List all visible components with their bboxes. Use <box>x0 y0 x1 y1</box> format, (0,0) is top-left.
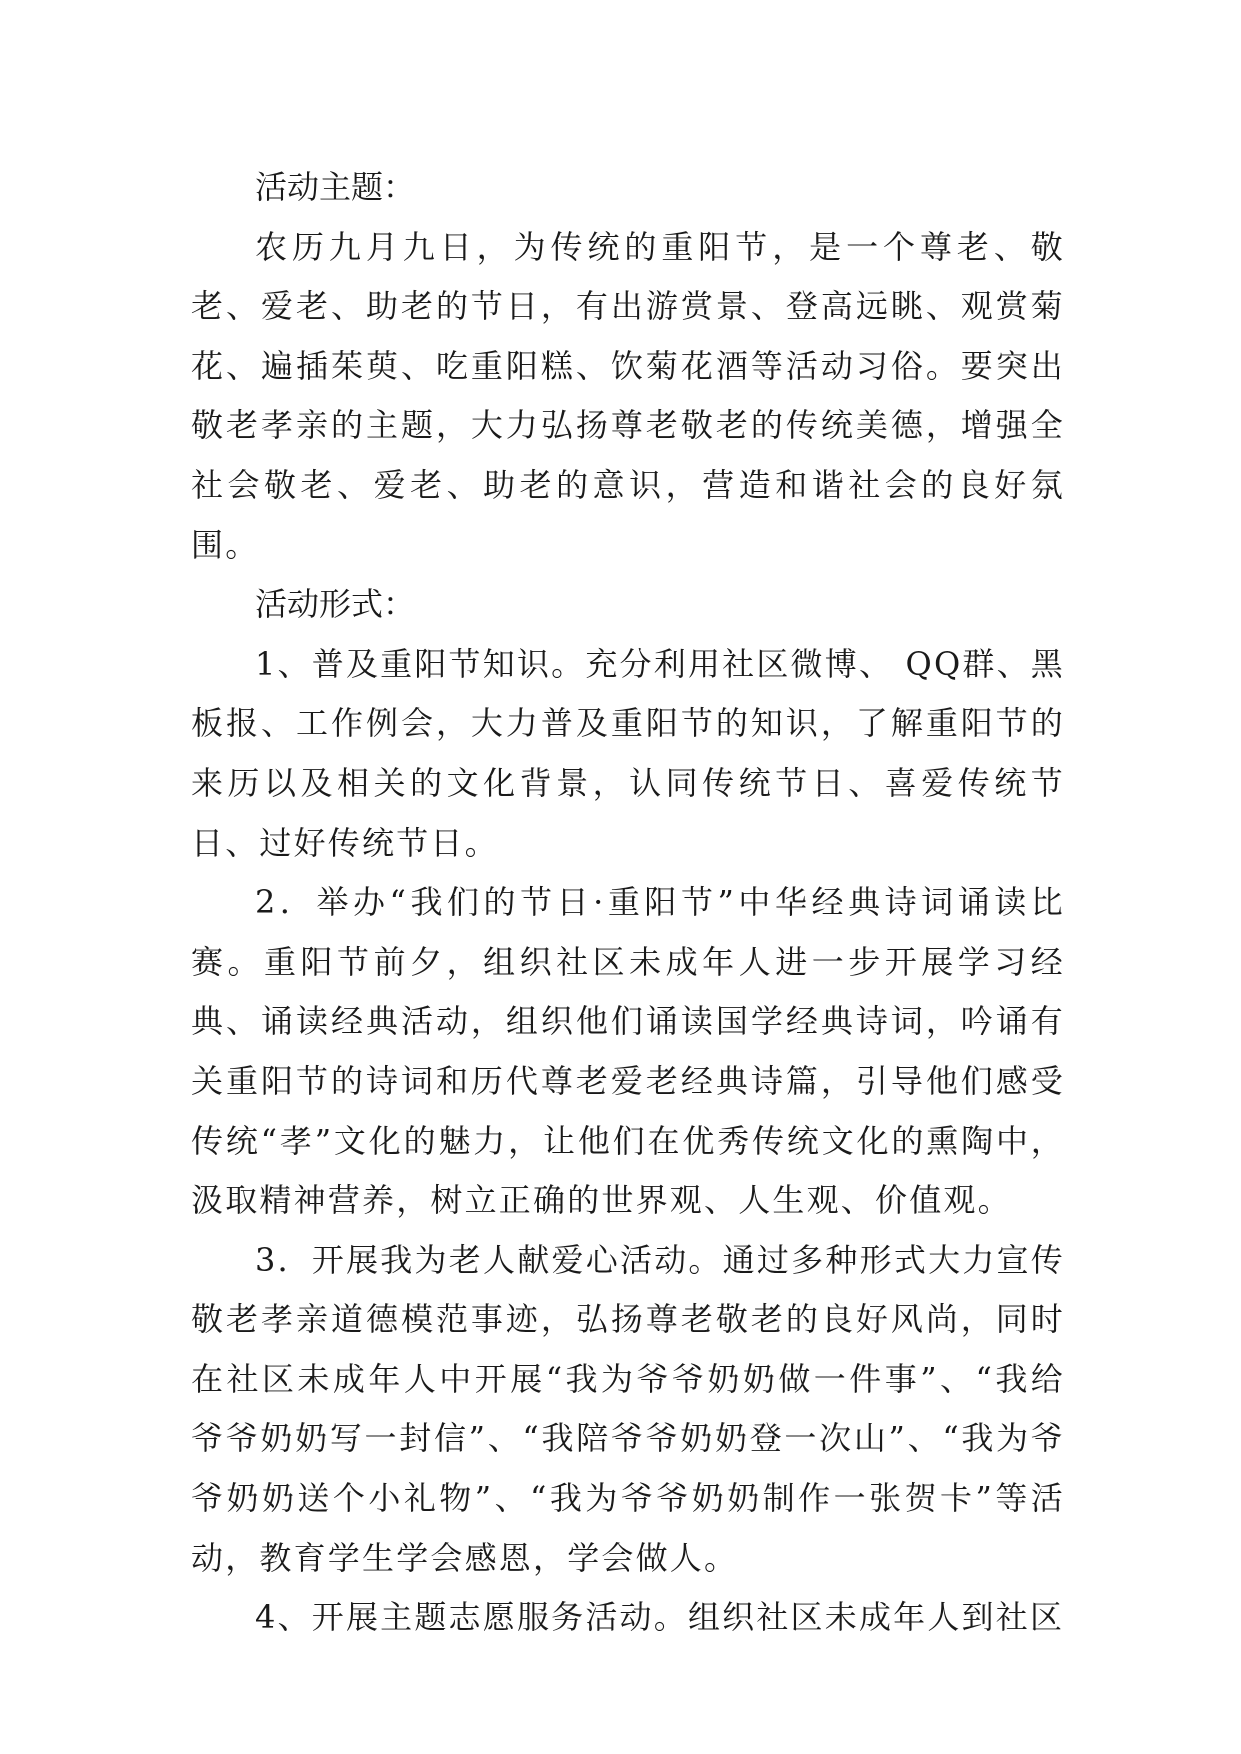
heading-activity-theme: 活动主题： <box>255 168 416 206</box>
heading-activity-form: 活动形式： <box>255 585 416 624</box>
paragraph-item-3: 3．开展我为老人献爱心活动。通过多种形式大力宣传敬老孝亲道德模范事迹，弘扬尊老敬老的良好风尚，同时在社区未成年人中开展“我为爷爷奶奶做一件事”、“我给爷爷奶奶写一封信”、“我陪爷爷奶奶登一次山”、“我为爷爷奶奶送个小礼物”、“我为爷爷奶奶制作一张贺卡”等活动，教育学生学会感恩，学会做人。 <box>191 1240 1065 1577</box>
paragraph-item-1: 1、普及重阳节知识。充分利用社区微博、 QQ群、黑板报、工作例会，大力普及重阳节的知识，了解重阳节的来历以及相关的文化背景，认同传统节日、喜爱传统节日、过好传统节日。 <box>191 644 1066 862</box>
paragraph-item-2: 2．举办“我们的节日·重阳节”中华经典诗词诵读比赛。重阳节前夕，组织社区未成年人进一步开展学习经典、诵读经典活动，组织他们诵读国学经典诗词，吟诵有关重阳节的诗词和历代尊老爱老经典诗篇，引导他们感受传统“孝”文化的魅力，让他们在优秀传统文化的熏陶中，汲取精神营养，树立正确的世界观、人生观、价值观。 <box>191 883 1065 1220</box>
paragraph-theme: 农历九月九日，为传统的重阳节，是一个尊老、敬老、爱老、助老的节日，有出游赏景、登高远眺、观赏菊花、遍插茱萸、吃重阳糕、饮菊花酒等活动习俗。要突出敬老孝亲的主题，大力弘扬尊老敬老的传统美德，增强全社会敬老、爱老、助老的意识，营造和谐社会的良好氛围。 <box>191 227 1065 564</box>
paragraph-item-4: 4、开展主题志愿服务活动。组织社区未成年人到社区 <box>255 1598 1065 1637</box>
document-body <box>191 158 1065 1648</box>
